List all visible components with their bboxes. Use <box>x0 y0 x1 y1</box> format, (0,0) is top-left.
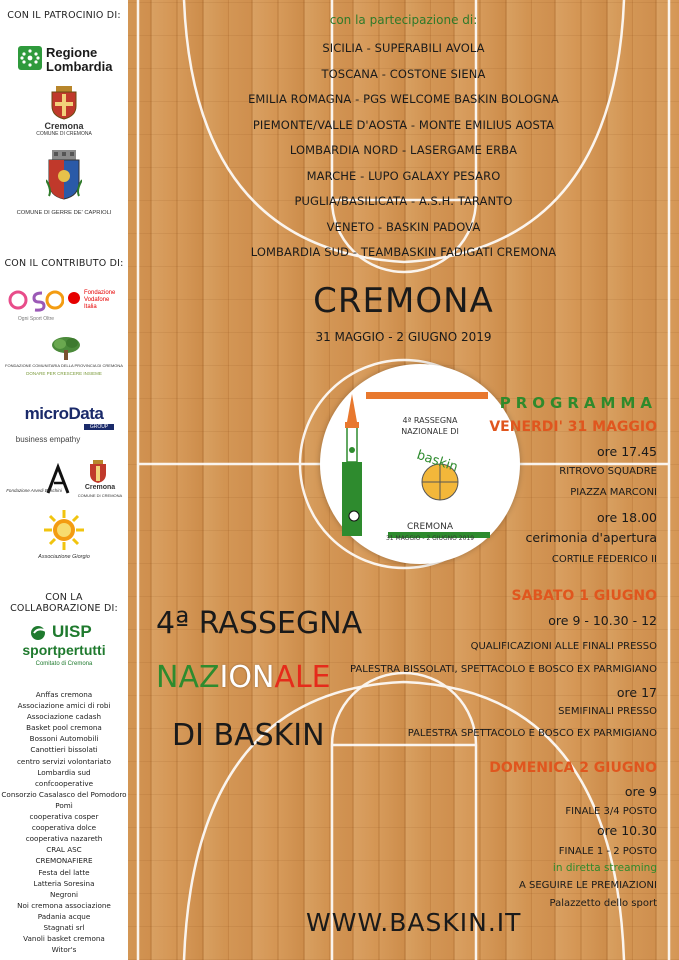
list-item: Noi cremona associazione <box>17 900 111 910</box>
lombardia-label: Lombardia <box>46 59 113 74</box>
event-description: SEMIFINALI PRESSO <box>558 706 657 717</box>
event-location: PIAZZA MARCONI <box>570 487 657 498</box>
day-3-heading: DOMENICA 2 GIUGNO <box>489 760 657 776</box>
rassegna-line2 <box>156 660 331 695</box>
rassegna-line3: DI BASKIN <box>172 718 325 753</box>
vodafone-line1: Fondazione <box>84 290 116 296</box>
event-description: RITROVO SQUADRE <box>559 466 657 477</box>
list-item: Padania acque <box>37 911 91 921</box>
list-item: Associazione cadash <box>26 712 102 722</box>
time-label: ore 18.00 <box>597 510 657 525</box>
list-item: Lombardia sud <box>37 767 91 777</box>
sun-icon <box>42 508 86 552</box>
arvedi-caption: Fondazione Arvedi Buschini <box>6 488 62 493</box>
list-item: Associazione amici di robi <box>17 701 111 711</box>
oso-sub: Ogni Sport Oltre <box>17 316 55 322</box>
uisp-icon <box>30 625 50 641</box>
giorgio-caption: Associazione Giorgio <box>38 554 90 560</box>
fondazione-slogan: DONARE PER CRESCERE INSIEME <box>26 371 102 376</box>
cremona-logo2-sub: COMUNE DI CREMONA <box>77 493 123 498</box>
vodafone-icon <box>68 292 80 304</box>
teams-heading: con la partecipazione di: <box>329 13 478 27</box>
event-emblem <box>320 364 520 564</box>
sponsor-sidebar <box>0 0 128 960</box>
list-item: Canottieri bissolati <box>30 745 98 755</box>
uisp-sub: Comitato di Cremona <box>35 661 93 667</box>
list-item: Pomì <box>55 800 73 810</box>
emblem-city: CREMONA <box>407 522 453 532</box>
fondazione-comunitaria-caption: FONDAZIONE COMUNITARIA DELLA PROVINCIA DI CREMONA <box>5 363 123 368</box>
emblem-line1: 4ª RASSEGNA <box>402 416 458 425</box>
event-description: QUALIFICAZIONI ALLE FINALI PRESSO <box>470 641 657 652</box>
programme-title: PROGRAMMA <box>499 394 657 412</box>
list-item: Bossoni Automobili <box>29 734 99 744</box>
list-item: Consorzio Casalasco del Pomodoro <box>1 789 127 799</box>
vodafone-line2: Vodafone <box>84 297 110 303</box>
regione-lombardia-logo <box>18 44 118 74</box>
list-item: Negroni <box>49 889 79 899</box>
time-label: ore 9 - 10.30 - 12 <box>548 613 657 628</box>
gerre-crest-icon <box>46 150 82 200</box>
team-item: EMILIA ROMAGNA - PGS WELCOME BASKIN BOLOGNA <box>248 92 559 106</box>
cremona-logo-label-2: Cremona <box>84 484 116 491</box>
tree-icon <box>50 336 82 360</box>
patrocinio-heading: CON IL PATROCINIO DI: <box>7 10 121 21</box>
day-2-heading: SABATO 1 GIUGNO <box>511 588 657 604</box>
microdata-logo: microData <box>24 404 104 423</box>
streaming-note: in diretta streaming <box>552 862 657 874</box>
collaborazione-heading: CON LA COLLABORAZIONE DI: <box>10 592 118 614</box>
vodafone-foundation-logo <box>68 290 124 314</box>
event-description: FINALE 3/4 POSTO <box>565 806 657 817</box>
team-item: LOMBARDIA NORD - LASERGAME ERBA <box>289 143 518 157</box>
rassegna-naz-green: NAZ <box>156 660 220 695</box>
list-item: Vanoli basket cremona <box>23 934 105 944</box>
team-item: TOSCANA - COSTONE SIENA <box>321 66 486 81</box>
rassegna-naz-white: ION <box>219 660 275 695</box>
list-item: cooperativa nazareth <box>25 834 103 844</box>
emblem-line2: NAZIONALE DI <box>401 427 459 436</box>
vodafone-line3: Italia <box>84 304 97 310</box>
list-item: CREMONAFIERE <box>35 856 93 866</box>
list-item: cooperativa dolce <box>31 823 97 833</box>
collaborator-list <box>0 689 128 955</box>
emblem-dates: 31 MAGGIO - 2 GIUGNO 2019 <box>385 535 475 542</box>
list-item: confcooperative <box>34 778 94 788</box>
website-link[interactable]: WWW.BASKIN.IT <box>306 908 522 937</box>
cremona-crest-small-icon <box>88 460 108 484</box>
rassegna-naz-red: ALE <box>274 660 331 695</box>
team-item: PUGLIA/BASILICATA - A.S.H. TARANTO <box>294 194 513 208</box>
emblem-brand: baskin <box>414 447 460 476</box>
list-item: Basket pool cremona <box>26 723 102 733</box>
event-description: FINALE 1 - 2 POSTO <box>558 846 657 857</box>
list-item: CRAL ASC <box>46 845 82 855</box>
contributo-heading: CON IL CONTRIBUTO DI: <box>4 258 124 269</box>
cremona-logo-label: Cremona <box>44 121 84 131</box>
day-1-heading: VENERDI' 31 MAGGIO <box>489 419 657 435</box>
event-location: CORTILE FEDERICO II <box>551 554 657 565</box>
team-item: LOMBARDIA SUD - TEAMBASKIN FADIGATI CREMONA <box>250 245 557 259</box>
team-item: SICILIA - SUPERABILI AVOLA <box>322 41 485 55</box>
team-item: PIEMONTE/VALLE D'AOSTA - MONTE EMILIUS AOSTA <box>252 117 555 132</box>
regione-label: Regione <box>46 45 98 60</box>
time-label: ore 9 <box>624 784 657 799</box>
list-item: cooperativa cosper <box>29 812 99 822</box>
cremona-logo-sub: COMUNE DI CREMONA <box>36 131 92 137</box>
gerre-caption: COMUNE DI GERRE DE' CAPRIOLI <box>16 210 112 216</box>
list-item: Anffas cremona <box>35 690 93 699</box>
oso-logo <box>8 284 64 324</box>
microdata-tagline: business empathy <box>15 435 81 444</box>
list-item: Festa del latte <box>38 867 90 877</box>
event-description: A SEGUIRE LE PREMIAZIONI <box>518 880 657 891</box>
event-location: Palazzetto dello sport <box>549 898 657 909</box>
rassegna-line1: 4ª RASSEGNA <box>156 606 363 641</box>
uisp-logo: UISP <box>52 622 92 641</box>
time-label: ore 17 <box>616 685 657 700</box>
event-location: PALESTRA SPETTACOLO E BOSCO EX PARMIGIANO <box>407 728 657 739</box>
team-item: VENETO - BASKIN PADOVA <box>326 219 481 234</box>
list-item: Latteria Soresina <box>33 878 95 888</box>
list-item: centro servizi volontariato <box>16 756 112 766</box>
event-location: PALESTRA BISSOLATI, SPETTACOLO E BOSCO EX PARMIGIANO <box>350 664 657 675</box>
poster-court <box>128 0 679 960</box>
team-item: MARCHE - LUPO GALAXY PESARO <box>306 168 501 183</box>
event-description: cerimonia d'apertura <box>525 530 657 545</box>
cremona-crest-icon <box>49 86 79 120</box>
rose-camuna-icon <box>18 46 42 70</box>
list-item: Stagnati srl <box>43 922 85 932</box>
time-label: ore 10.30 <box>597 823 657 838</box>
event-dates: 31 MAGGIO - 2 GIUGNO 2019 <box>315 330 492 344</box>
list-item: Witor's <box>51 945 77 955</box>
time-label: ore 17.45 <box>597 444 657 459</box>
city-title: CREMONA <box>313 281 494 321</box>
microdata-group: GROUP <box>84 424 114 430</box>
uisp-tagline: sportpertutti <box>22 642 106 658</box>
teams-list <box>128 36 679 266</box>
